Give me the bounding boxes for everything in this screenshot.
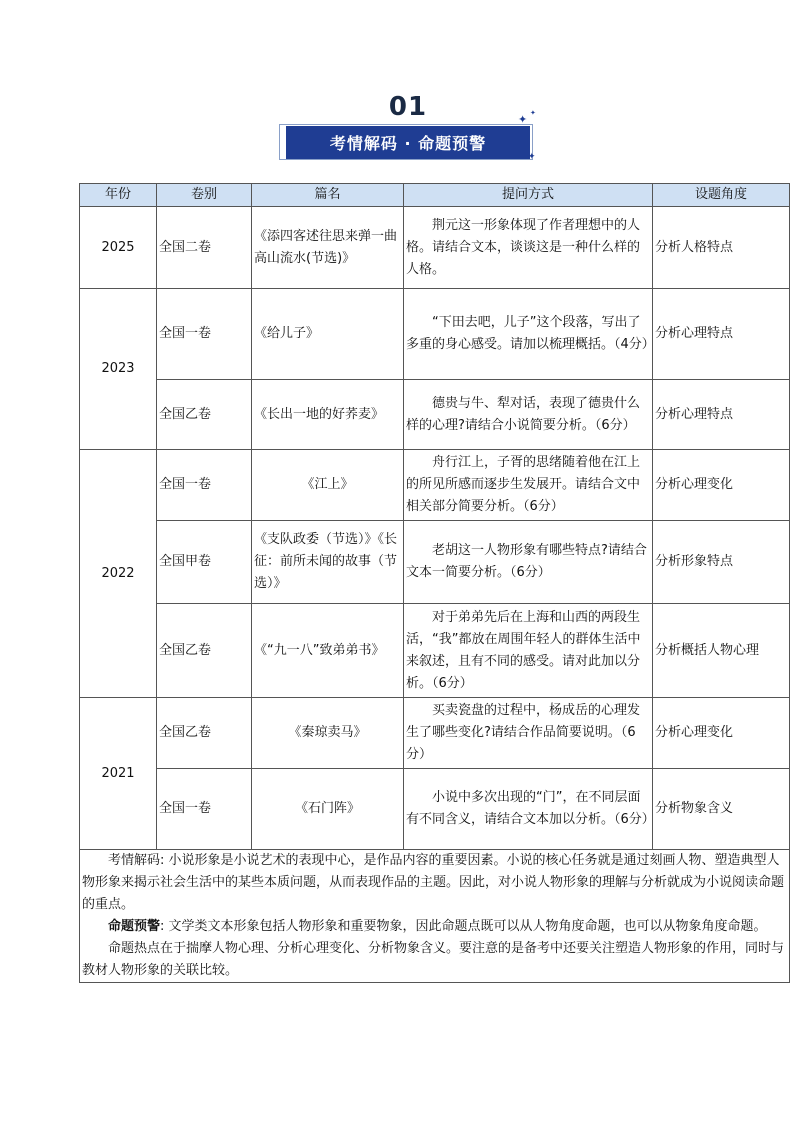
angle-cell: 分析心理特点 [653, 289, 790, 380]
note-paragraph [82, 916, 787, 938]
angle-cell: 分析人格特点 [653, 207, 790, 289]
question-text: “下田去吧，儿子”这个段落，写出了多重的身心感受。请加以梳理概括。（4分） [406, 315, 655, 352]
question-cell [404, 450, 653, 521]
table-row [80, 698, 790, 769]
note-paragraph: 命题热点在于揣摩人物心理、分析心理变化、分析物象含义。要注意的是备考中还要关注塑造人物形象的作用，同时与教材人物形象的关联比较。 [82, 941, 785, 978]
question-cell [404, 521, 653, 604]
question-text: 舟行江上，子胥的思绪随着他在江上的所见所感而逐步生发展开。请结合文中相关部分简要分析。（6分） [406, 455, 641, 514]
question-text: 买卖瓷盘的过程中，杨成岳的心理发生了哪些变化?请结合作品简要说明。（6分） [406, 703, 641, 762]
exam-cell: 全国一卷 [157, 769, 252, 850]
table-row [80, 604, 790, 698]
note-label: 命题预警 [108, 919, 161, 934]
angle-cell: 分析概括人物心理 [653, 604, 790, 698]
angle-cell: 分析物象含义 [653, 769, 790, 850]
exam-cell: 全国乙卷 [157, 698, 252, 769]
title-cell: 《给儿子》 [252, 289, 404, 380]
header-title: 篇名 [252, 184, 404, 207]
title-cell: 《石门阵》 [252, 769, 404, 850]
header-exam: 卷别 [157, 184, 252, 207]
section-number: 01 [388, 92, 428, 122]
header-angle: 设题角度 [653, 184, 790, 207]
question-cell [404, 769, 653, 850]
exam-cell: 全国一卷 [157, 289, 252, 380]
sparkle-icon: ✦ [518, 113, 528, 126]
year-cell: 2023 [80, 289, 157, 450]
title-cell: 《长出一地的好荞麦》 [252, 380, 404, 450]
exam-cell: 全国一卷 [157, 450, 252, 521]
title-cell: 《支队政委（节选）》《长征：前所未闻的故事（节选）》 [252, 521, 404, 604]
title-cell: 《添四客述往思来弹一曲高山流水(节选)》 [252, 207, 404, 289]
note-label: 考情解码 [108, 853, 161, 868]
table-row [80, 380, 790, 450]
table-row [80, 450, 790, 521]
notes-row [80, 850, 790, 983]
angle-cell: 分析心理变化 [653, 698, 790, 769]
exam-cell: 全国乙卷 [157, 604, 252, 698]
question-cell [404, 698, 653, 769]
title-cell: 《秦琼卖马》 [252, 698, 404, 769]
question-text: 小说中多次出现的“门”，在不同层面有不同含义，请结合文本加以分析。（6分） [406, 790, 655, 827]
year-cell: 2021 [80, 698, 157, 850]
title-cell: 《“九一八”致弟弟书》 [252, 604, 404, 698]
angle-cell: 分析心理特点 [653, 380, 790, 450]
sparkle-icon: ✦ [528, 152, 536, 162]
year-cell: 2025 [80, 207, 157, 289]
question-text: 荆元这一形象体现了作者理想中的人格。请结合文本，谈谈这是一种什么样的人格。 [406, 217, 641, 277]
header-year: 年份 [80, 184, 157, 207]
year-cell: 2022 [80, 450, 157, 698]
table-row [80, 521, 790, 604]
table-row [80, 289, 790, 380]
exam-cell: 全国甲卷 [157, 521, 252, 604]
angle-cell: 分析心理变化 [653, 450, 790, 521]
exam-table [79, 183, 790, 983]
note-text: : 小说形象是小说艺术的表现中心，是作品内容的重要因素。小说的核心任务就是通过刻画人物、塑造典型人物形象来揭示社会生活中的某些本质问题，从而表现作品的主题。因此，对小说人物形象的理解与分析就成为小说阅读命题的重点。 [82, 853, 785, 912]
table-row [80, 207, 790, 289]
angle-cell: 分析形象特点 [653, 521, 790, 604]
notes-cell [80, 850, 790, 983]
exam-cell: 全国乙卷 [157, 380, 252, 450]
table-header-row [80, 184, 790, 207]
question-cell [404, 604, 653, 698]
note-paragraph [82, 850, 787, 916]
header-question: 提问方式 [404, 184, 653, 207]
section-title: 考情解码 · 命题预警 [329, 134, 487, 153]
section-banner [286, 126, 530, 159]
question-cell [404, 289, 653, 380]
section-header [0, 0, 794, 180]
note-text: : 文学类文本形象包括人物形象和重要物象，因此命题点既可以从人物角度命题，也可以从物象角度命题。 [160, 919, 767, 934]
question-cell [404, 380, 653, 450]
question-cell [404, 207, 653, 289]
table-row [80, 769, 790, 850]
question-text: 德贵与牛、犁对话，表现了德贵什么样的心理?请结合小说简要分析。（6分） [406, 395, 641, 433]
sparkle-icon: ✦ [530, 109, 536, 117]
question-text: 老胡这一人物形象有哪些特点?请结合文本一简要分析。（6分） [406, 543, 647, 580]
title-cell: 《江上》 [252, 450, 404, 521]
exam-cell: 全国二卷 [157, 207, 252, 289]
question-text: 对于弟弟先后在上海和山西的两段生活，“我”都放在周围年轻人的群体生活中来叙述，且有不同的感受。请对此加以分析。（6分） [406, 609, 641, 691]
